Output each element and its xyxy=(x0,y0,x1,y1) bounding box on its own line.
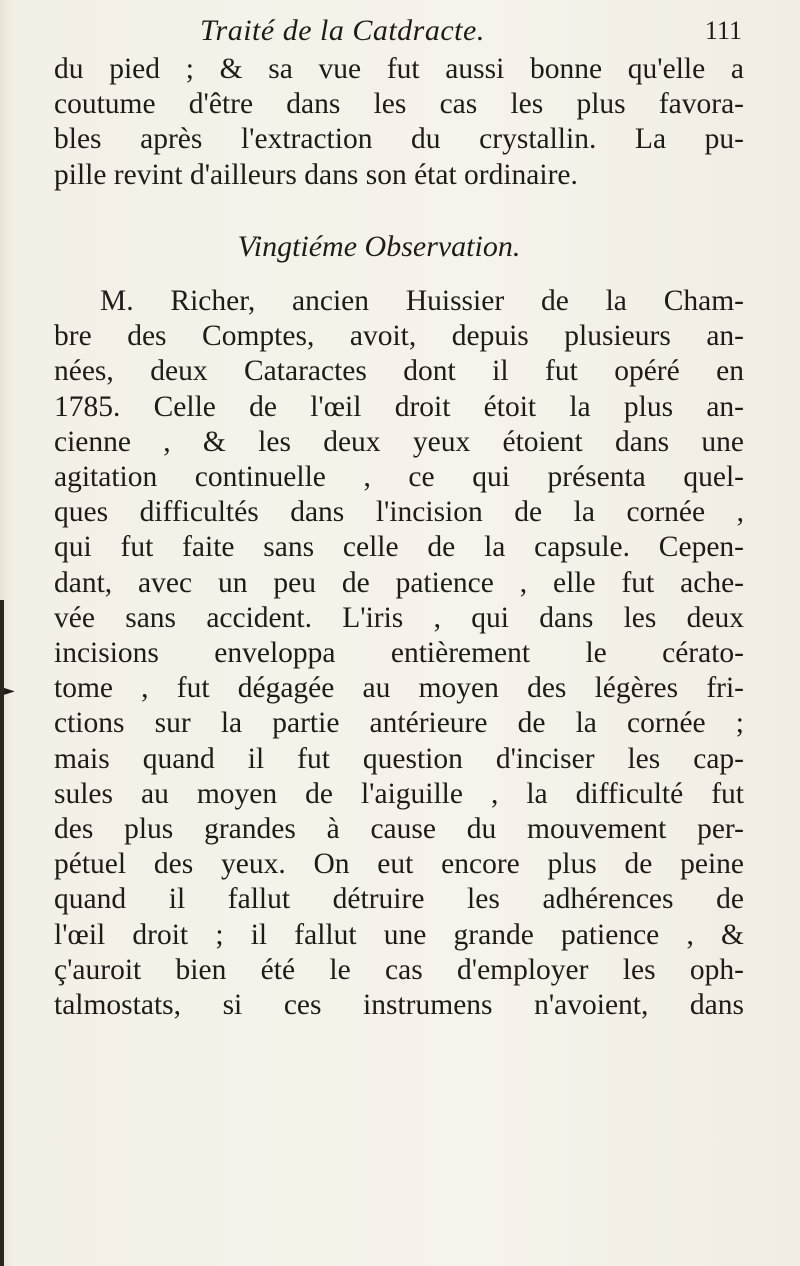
text-line: talmostats, si ces instrumens n'avoient, dans xyxy=(54,989,744,1022)
text-line: des plus grandes à cause du mouvement per- xyxy=(54,813,744,846)
text-line: dant, avec un peu de patience , elle fut ache- xyxy=(54,566,744,599)
paragraph-observation xyxy=(54,284,744,1023)
text-line: bre des Comptes, avoit, depuis plusieurs an- xyxy=(54,320,744,353)
text-line: ques difficultés dans l'incision de la cornée , xyxy=(54,496,744,529)
body-text xyxy=(54,52,744,1023)
text-line: ctions sur la partie antérieure de la cornée ; xyxy=(54,707,744,740)
text-line: quand il fallut détruire les adhérences de xyxy=(54,883,744,916)
page-number: 111 xyxy=(704,16,742,45)
text-line: qui fut faite sans celle de la capsule. Cepen- xyxy=(54,531,744,564)
paragraph-continuation xyxy=(54,52,744,193)
text-line: mais quand il fut question d'inciser les cap- xyxy=(54,742,744,775)
text-line: bles après l'extraction du crystallin. La pu- xyxy=(54,123,744,156)
page-header xyxy=(0,14,800,54)
text-line: cienne , & les deux yeux étoient dans une xyxy=(54,425,744,458)
text-line: agitation continuelle , ce qui présenta quel- xyxy=(54,461,744,494)
observation-heading: Vingtiéme Observation. xyxy=(237,229,521,263)
text-line: coutume d'être dans les cas les plus favora- xyxy=(54,88,744,121)
margin-arrow-icon: ► xyxy=(4,683,15,699)
text-line: 1785. Celle de l'œil droit étoit la plus an- xyxy=(54,390,744,423)
text-line: ç'auroit bien été le cas d'employer les oph- xyxy=(54,953,744,986)
text-line: tome , fut dégagée au moyen des légères fri- xyxy=(54,672,744,705)
text-line: incisions enveloppa entièrement le cérato- xyxy=(54,637,744,670)
running-title: Traité de la Catdracte. xyxy=(200,14,485,47)
text-line: M. Richer, ancien Huissier de la Cham- xyxy=(100,285,744,318)
text-line: du pied ; & sa vue fut aussi bonne qu'elle a xyxy=(54,53,744,85)
text-line: vée sans accident. L'iris , qui dans les deux xyxy=(54,601,744,634)
text-line: l'œil droit ; il fallut une grande patience , & xyxy=(54,918,744,951)
text-line: pille revint d'ailleurs dans son état ordinaire. xyxy=(54,158,578,191)
text-line: nées, deux Cataractes dont il fut opéré en xyxy=(54,355,744,388)
text-line: pétuel des yeux. On eut encore plus de peine xyxy=(54,848,744,881)
page-edge-shadow xyxy=(0,600,4,1266)
text-line: sules au moyen de l'aiguille , la difficulté fut xyxy=(54,777,744,810)
